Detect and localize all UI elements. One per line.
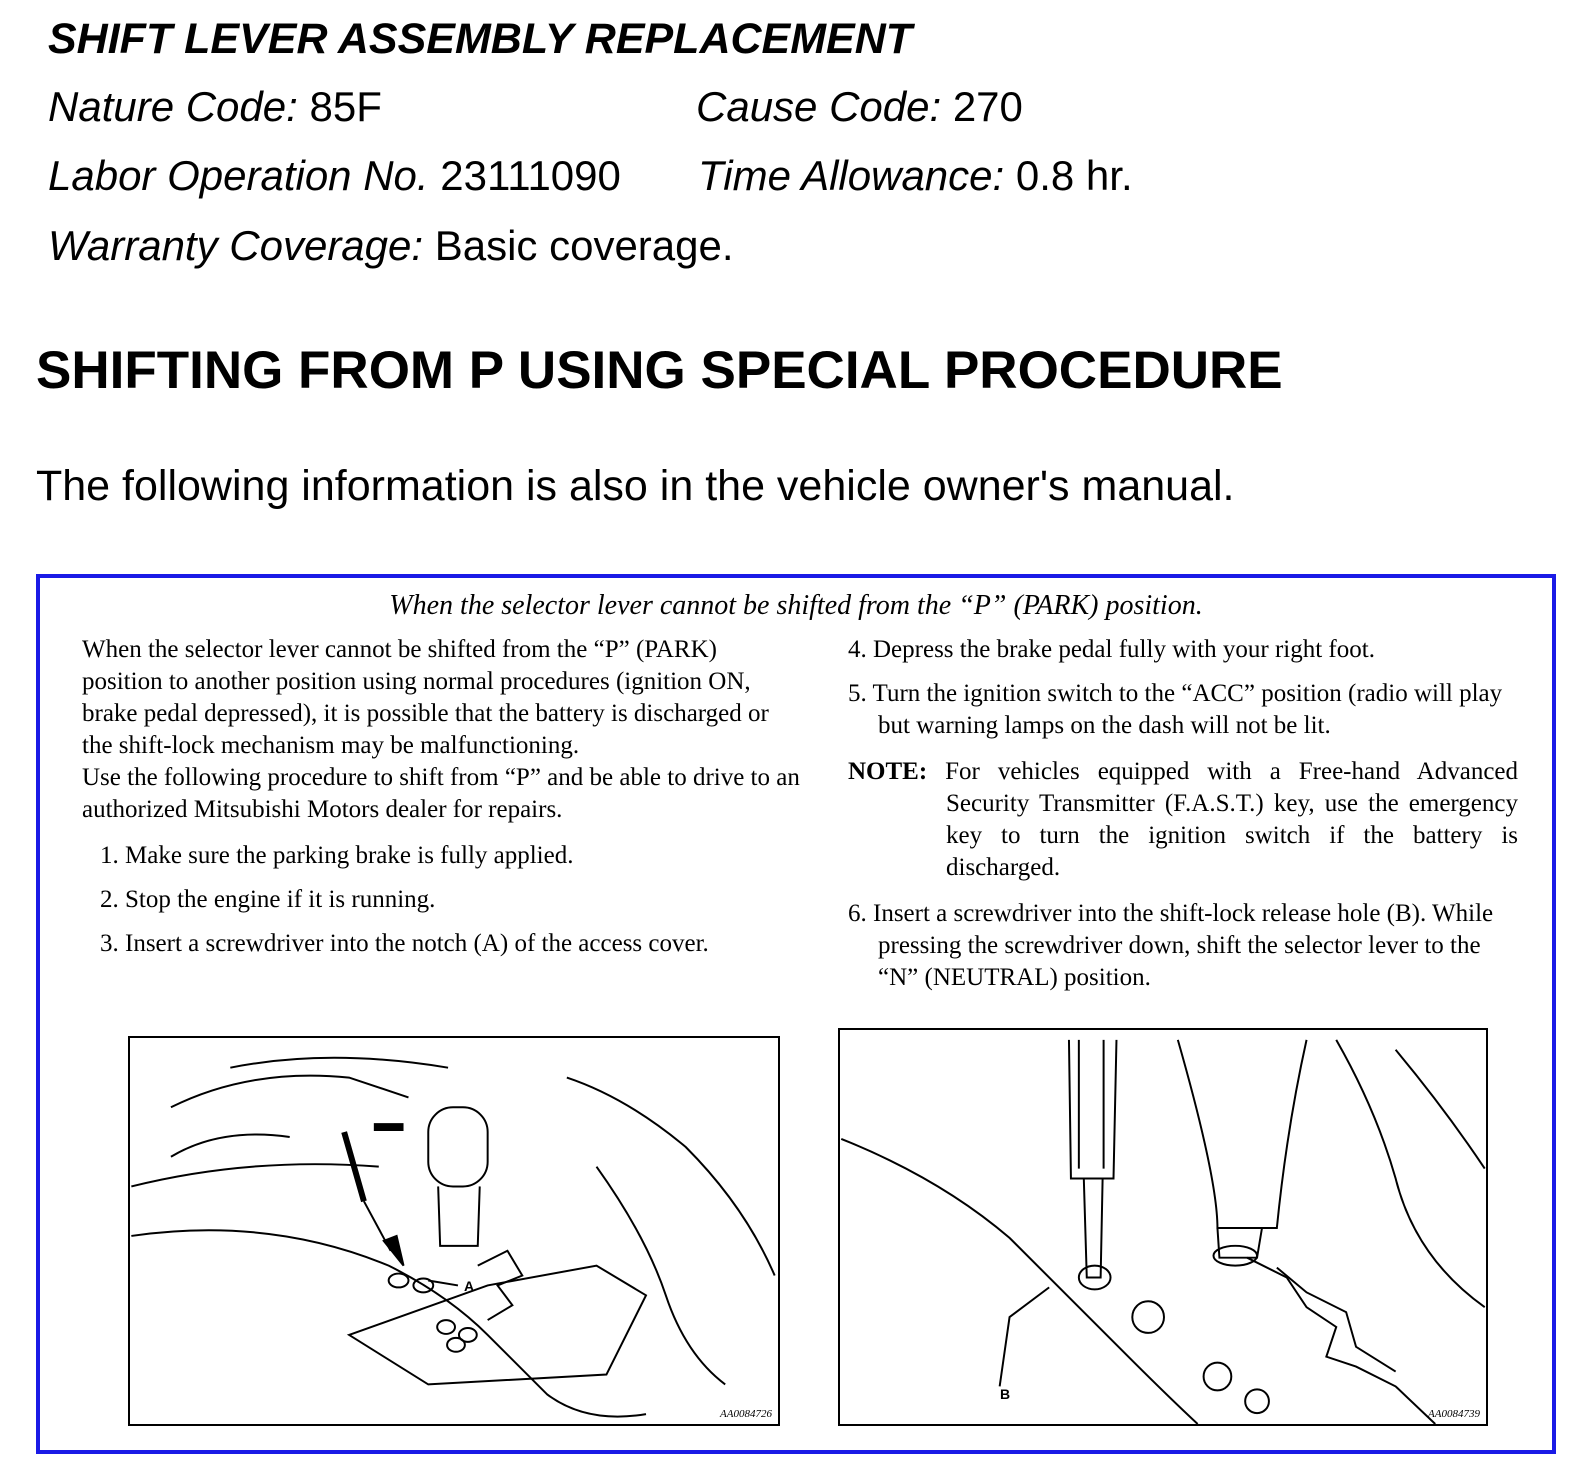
nature-code-label: Nature Code: bbox=[48, 83, 298, 130]
section-intro: The following information is also in the vehicle owner's manual. bbox=[36, 462, 1235, 510]
cause-code-row bbox=[696, 83, 1023, 130]
list-item: 1. Make sure the parking brake is fully applied. bbox=[100, 842, 574, 869]
figure-label-a: A bbox=[464, 1278, 475, 1294]
time-allowance-label: Time Allowance: bbox=[698, 152, 1005, 199]
page-title: SHIFT LEVER ASSEMBLY REPLACEMENT bbox=[48, 15, 913, 63]
manual-paragraph-1: When the selector lever cannot be shifted from the “P” (PARK) position to another position using normal procedures (ignition ON, brake pedal depressed), it is possible that the battery is discharged or the shift-lock mechanism may be malfunctioning. bbox=[82, 636, 769, 759]
steps-left-list bbox=[82, 840, 802, 960]
warranty-row bbox=[48, 222, 734, 269]
labor-op-row bbox=[48, 152, 621, 199]
manual-title: When the selector lever cannot be shifted from the “P” (PARK) position. bbox=[389, 590, 1203, 621]
warranty-value: Basic coverage. bbox=[434, 222, 734, 269]
step-4: 4. Depress the brake pedal fully with your right foot. bbox=[848, 636, 1375, 663]
section-heading: SHIFTING FROM P USING SPECIAL PROCEDURE bbox=[36, 341, 1283, 400]
step-5: 5. Turn the ignition switch to the “ACC” position (radio will play but warning lamps on the dash will not be lit. bbox=[848, 680, 1503, 739]
right-column bbox=[848, 634, 1518, 994]
shift-console-illustration bbox=[130, 1038, 778, 1424]
left-column bbox=[82, 634, 802, 972]
nature-code-row bbox=[48, 83, 382, 130]
step-6: 6. Insert a screwdriver into the shift-lock release hole (B). While pressing the screwdriver down, shift the selector lever to the “N” (NEUTRAL) position. bbox=[848, 900, 1494, 991]
cause-code-value: 270 bbox=[952, 83, 1023, 130]
labor-op-label: Labor Operation No. bbox=[48, 152, 429, 199]
manual-excerpt-box bbox=[36, 574, 1556, 1454]
list-item: 2. Stop the engine if it is running. bbox=[100, 886, 436, 913]
note-block bbox=[848, 756, 1518, 884]
figure-access-cover-notch bbox=[128, 1036, 780, 1426]
time-allowance-row bbox=[698, 152, 1133, 199]
time-allowance-value: 0.8 hr. bbox=[1015, 152, 1133, 199]
steps-right-list bbox=[848, 634, 1518, 742]
nature-code-value: 85F bbox=[309, 83, 382, 130]
note-text: For vehicles equipped with a Free-hand Advanced Security Transmitter (F.A.S.T.) key, use the emergency key to turn the ignition switch if the battery is discharged. bbox=[945, 758, 1519, 881]
figure-code: AA0084726 bbox=[720, 1408, 772, 1420]
labor-op-value: 23111090 bbox=[440, 152, 621, 199]
list-item: 3. Insert a screwdriver into the notch (A) of the access cover. bbox=[100, 930, 709, 957]
warranty-label: Warranty Coverage: bbox=[48, 222, 424, 269]
note-label: NOTE: bbox=[848, 758, 928, 785]
cause-code-label: Cause Code: bbox=[696, 83, 942, 130]
figure-shift-lock-release-hole bbox=[838, 1028, 1488, 1426]
manual-paragraph-2: Use the following procedure to shift from “P” and be able to drive to an authorized Mitsubishi Motors dealer for repairs. bbox=[82, 764, 800, 823]
figure-label-b: B bbox=[1000, 1386, 1011, 1402]
screwdriver-release-illustration bbox=[840, 1030, 1486, 1424]
figure-code: AA0084739 bbox=[1428, 1408, 1480, 1420]
